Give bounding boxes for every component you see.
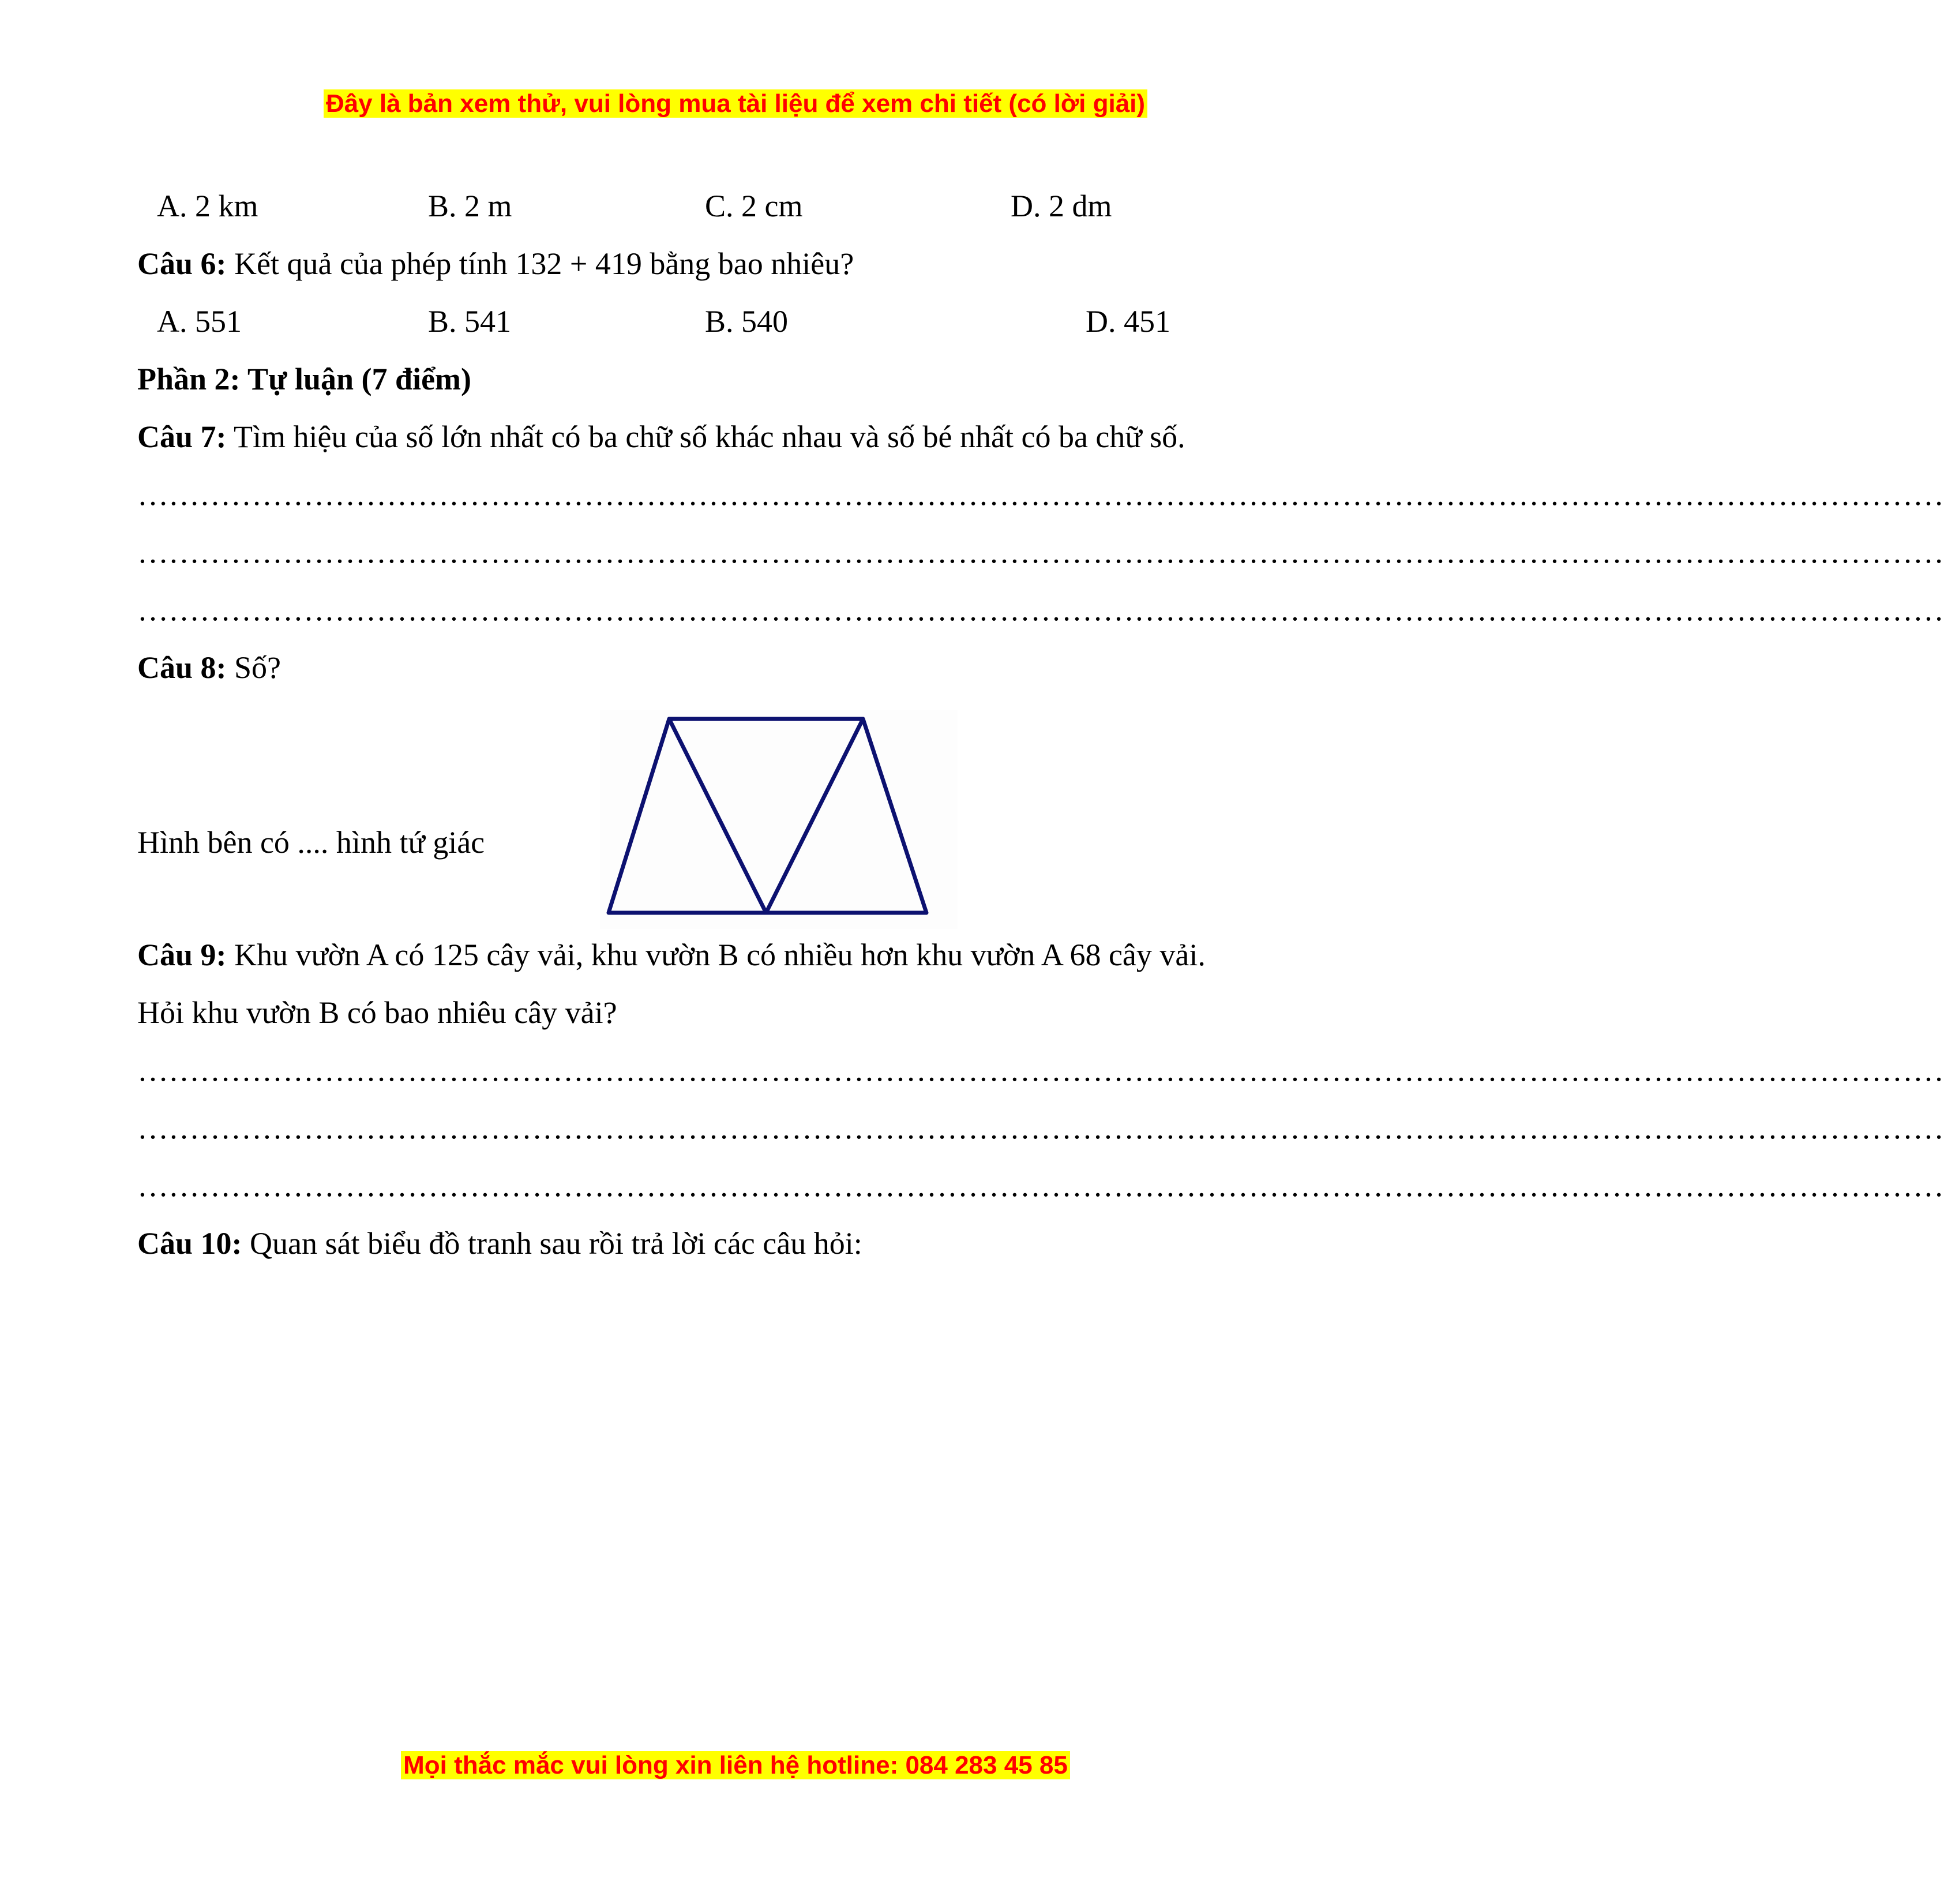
question-6 (137, 243, 854, 284)
answer-line-q9-2: ………………………………………………………………………………………………………………………………………………………… (137, 1111, 1944, 1145)
part-2-title: Phần 2: Tự luận (7 điểm) (137, 362, 471, 396)
header-notice: Đây là bản xem thử, vui lòng mua tài liệu để xem chi tiết (có lời giải) (0, 88, 1471, 120)
answer-line-q9-1: ………………………………………………………………………………………………………………………………………………………… (137, 1053, 1944, 1088)
question-7-text: Tìm hiệu của số lớn nhất có ba chữ số khác nhau và số bé nhất có ba chữ số. (226, 419, 1185, 454)
question-10-label: Câu 10: (137, 1226, 242, 1261)
question-6-text: Kết quả của phép tính 132 + 419 bằng bao nhiêu? (226, 246, 854, 281)
q5-option-b: B. 2 m (428, 189, 512, 223)
trapezoid-figure (600, 710, 958, 929)
q6-option-b: B. 541 (428, 304, 512, 339)
footer-notice: Mọi thắc mắc vui lòng xin liên hệ hotline: 084 283 45 85 (0, 1749, 1471, 1782)
answer-line-q7-3: ………………………………………………………………………………………………………………………………………………………… (137, 593, 1944, 627)
question-8-text: Số? (226, 650, 282, 685)
question-10 (137, 1223, 862, 1264)
question-6-label: Câu 6: (137, 246, 227, 281)
q5-option-d: D. 2 dm (1011, 189, 1112, 223)
question-9 (137, 935, 1206, 975)
answer-line-q7-2: ………………………………………………………………………………………………………………………………………………………… (137, 535, 1944, 569)
q6-option-a: A. 551 (157, 304, 242, 339)
question-7 (137, 417, 1185, 457)
figure-background (600, 710, 958, 929)
q6-option-c: B. 540 (705, 304, 789, 339)
q6-option-d: D. 451 (1086, 304, 1170, 339)
question-9-text-line-2: Hỏi khu vườn B có bao nhiêu cây vải? (137, 995, 617, 1030)
question-9-label: Câu 9: (137, 938, 227, 972)
question-8 (137, 647, 281, 688)
question-8-statement: Hình bên có .... hình tứ giác (137, 825, 485, 860)
answer-line-q7-1: ………………………………………………………………………………………………………………………………………………………… (137, 477, 1944, 512)
q5-option-a: A. 2 km (157, 189, 258, 223)
question-10-text: Quan sát biểu đồ tranh sau rồi trả lời các câu hỏi: (242, 1226, 862, 1261)
question-8-label: Câu 8: (137, 650, 227, 685)
question-9-text-line-1: Khu vườn A có 125 cây vải, khu vườn B có nhiều hơn khu vườn A 68 cây vải. (226, 938, 1206, 972)
question-7-label: Câu 7: (137, 419, 227, 454)
q5-option-c: C. 2 cm (705, 189, 803, 223)
answer-line-q9-3: ………………………………………………………………………………………………………………………………………………………… (137, 1168, 1944, 1203)
